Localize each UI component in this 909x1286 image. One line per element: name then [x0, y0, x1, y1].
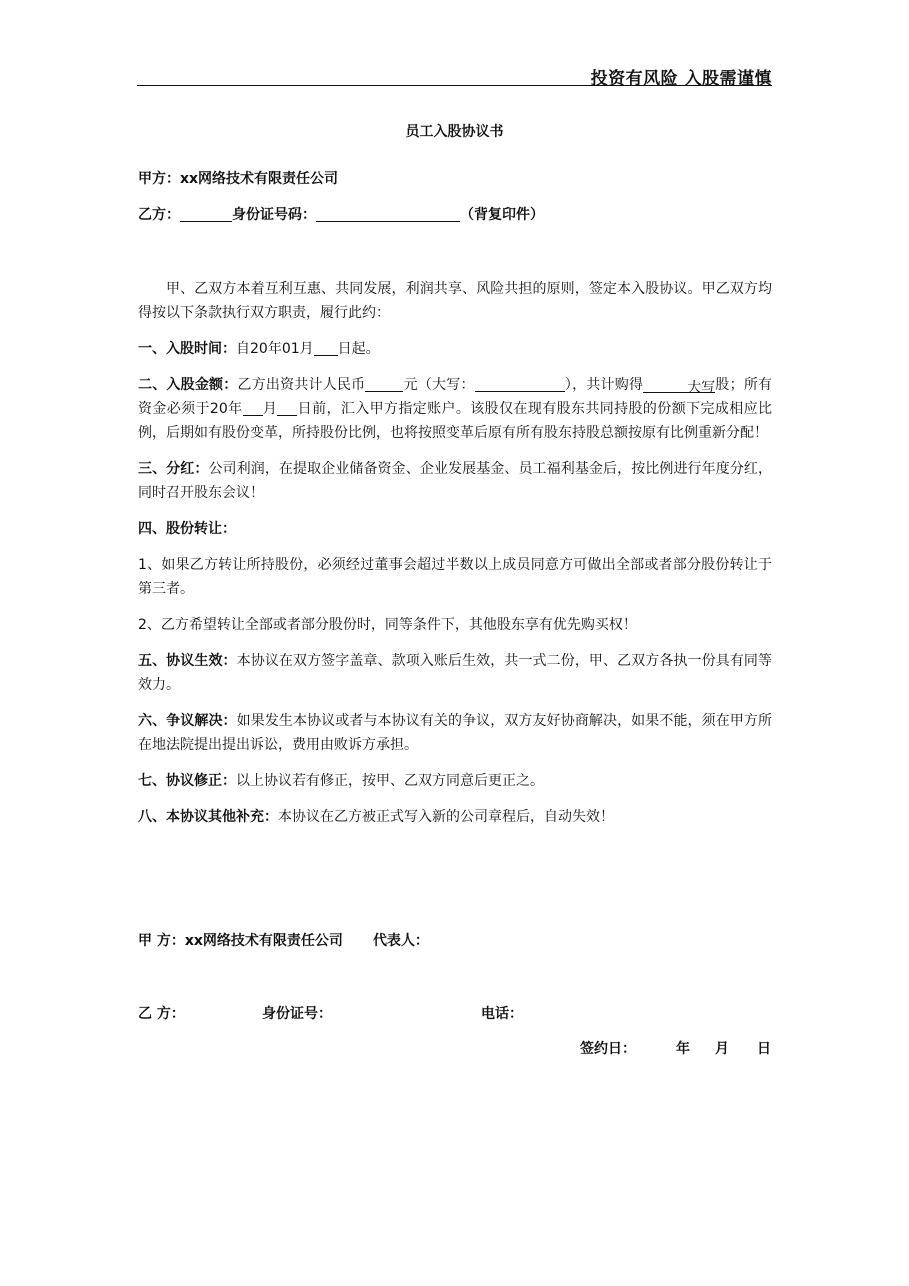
section-7	[138, 769, 772, 793]
signature-b-label: 乙 方：	[138, 1006, 185, 1022]
section-1	[138, 337, 772, 361]
signature-date-year: 年	[676, 1041, 690, 1057]
section-1-day-blank	[314, 339, 338, 356]
party-a-line	[138, 167, 772, 191]
section-5-heading: 五、协议生效：	[138, 653, 237, 669]
section-2-text-6: 日前，汇入甲方指定账户。该股仅在现有股东共同持股的份额下完成相应比例，后期如有股份变革，所持股份比例，也将按照变革后原有所有股东持股总额按原有比例重新分配！	[138, 401, 773, 441]
section-1-heading: 一、入股时间：	[138, 341, 236, 357]
party-b-label: 乙方：	[138, 207, 180, 223]
document-body	[138, 167, 772, 841]
amount-blank	[365, 375, 403, 392]
signature-rep-label: 代表人：	[372, 933, 429, 949]
section-8-text: 本协议在乙方被正式写入新的公司章程后，自动失效！	[278, 809, 614, 825]
section-8	[138, 805, 772, 829]
section-3	[138, 457, 772, 505]
section-8-heading: 八、本协议其他补充：	[138, 809, 278, 825]
shares-daxie-blank	[643, 376, 716, 396]
section-2-text-3: ），共计购得	[564, 377, 644, 393]
header-slogan: 投资有风险 入股需谨慎	[590, 69, 772, 89]
party-b-id-label: 身份证号码：	[232, 207, 316, 223]
signature-phone-label: 电话：	[481, 1006, 523, 1022]
section-4-item-1: 1、如果乙方转让所持股份，必须经过董事会超过半数以上成员同意方可做出全部或者部分股份转让于第三者。	[138, 557, 772, 597]
deadline-month-blank	[243, 399, 263, 416]
section-2-heading: 二、入股金额：	[138, 377, 238, 393]
section-3-heading: 三、分红：	[138, 461, 209, 477]
party-b-name-blank	[180, 205, 232, 222]
document-title: 员工入股协议书	[405, 124, 504, 140]
shares-daxie-hint: 大写	[687, 380, 716, 396]
section-6-heading: 六、争议解决：	[138, 713, 237, 729]
signature-a-label: 甲 方：	[138, 933, 185, 949]
section-2	[138, 373, 772, 445]
signature-date-month: 月	[715, 1041, 729, 1057]
signature-party-a	[138, 930, 429, 950]
intro-paragraph: 甲、乙双方本着互利互惠、共同发展，利润共享、风险共担的原则，签定本入股协议。甲乙双方均得按以下条款执行双方职责，履行此约：	[138, 281, 772, 321]
section-4-heading: 四、股份转让：	[138, 521, 236, 537]
section-2-text-1: 乙方出资共计人民币	[237, 377, 366, 393]
section-1-text-a: 自20年01月	[236, 341, 314, 357]
section-6	[138, 709, 772, 757]
section-3-text: 公司利润，在提取企业储备资金、企业发展基金、员工福利基金后，按比例进行年度分红，同时召开股东会议！	[138, 461, 773, 501]
section-7-text: 以上协议若有修正，按甲、乙双方同意后更正之。	[236, 773, 544, 789]
amount-daxie-blank	[475, 375, 565, 392]
party-b-note: （背复印件）	[460, 207, 544, 223]
section-5	[138, 649, 772, 697]
party-a-name: xx网络技术有限责任公司	[180, 171, 339, 187]
section-4-item-2: 2、乙方希望转让全部或者部分股份时，同等条件下，其他股东享有优先购买权！	[138, 617, 637, 633]
signature-date-label: 签约日：	[580, 1041, 636, 1057]
section-6-text: 如果发生本协议或者与本协议有关的争议，双方友好协商解决，如果不能，须在甲方所在地法院提出提出诉讼，费用由败诉方承担。	[138, 713, 773, 753]
section-5-text: 本协议在双方签字盖章、款项入账后生效，共一式二份，甲、乙双方各执一份具有同等效力。	[138, 653, 773, 693]
section-2-text-5: 月	[262, 401, 278, 417]
signature-date-day: 日	[757, 1041, 771, 1057]
signature-id-label: 身份证号：	[262, 1006, 332, 1022]
party-b-line	[138, 203, 772, 227]
header-rule	[137, 85, 772, 86]
section-2-text-2: 元（大写：	[403, 377, 475, 393]
signature-a-company: xx网络技术有限责任公司	[184, 933, 343, 949]
section-1-text-b: 日起。	[337, 341, 380, 357]
deadline-day-blank	[277, 399, 297, 416]
section-2-text-4: 股；所有资金必须于20年	[138, 377, 773, 417]
party-b-id-blank	[316, 205, 460, 222]
party-a-label: 甲方：	[138, 171, 180, 187]
section-7-heading: 七、协议修正：	[138, 773, 236, 789]
